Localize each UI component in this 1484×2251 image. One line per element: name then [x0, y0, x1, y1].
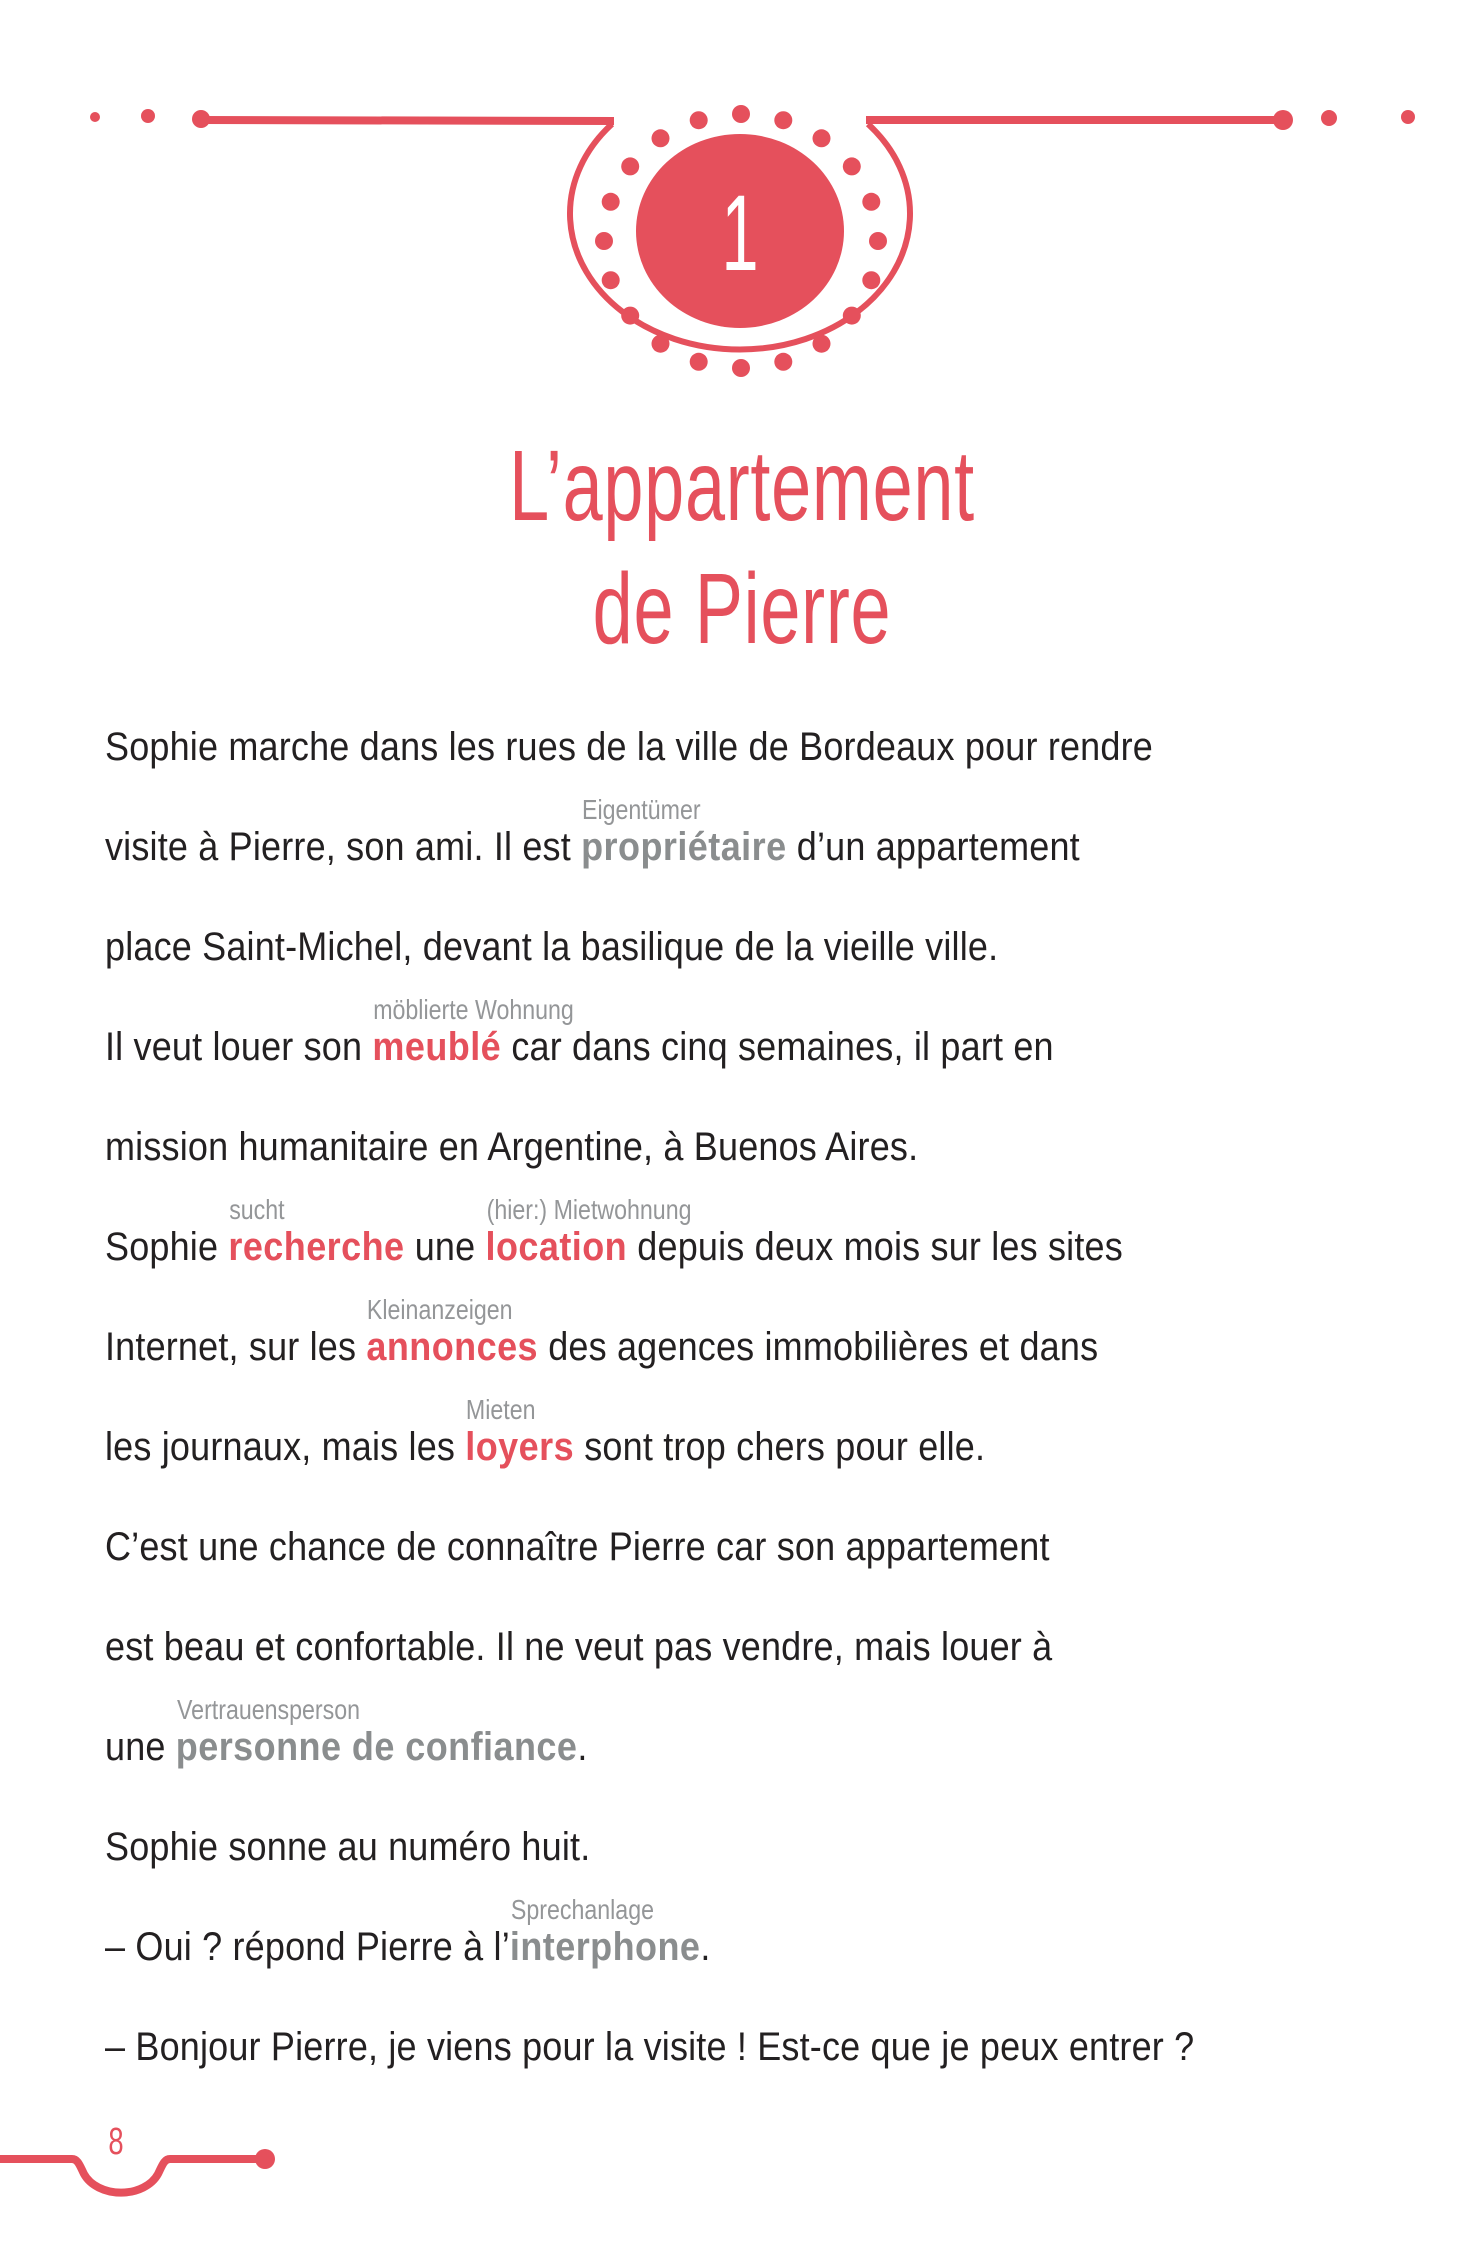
- body-line: [105, 794, 1080, 872]
- ring-dot: [690, 111, 708, 129]
- ring-dot: [774, 353, 792, 371]
- text-segment: .: [577, 1725, 588, 1769]
- body-line: [105, 1622, 1052, 1672]
- vocab-annotation: Kleinanzeigen: [367, 1294, 513, 1325]
- text-segment: .: [700, 1925, 711, 1969]
- text-segment: Sophie sonne au numéro huit.: [105, 1825, 591, 1869]
- ring-dot: [813, 335, 831, 353]
- ring-dot: [843, 157, 861, 175]
- body-line: [105, 994, 1054, 1072]
- text-segment: depuis deux mois sur les sites: [627, 1225, 1123, 1269]
- body-line: [105, 1894, 711, 1972]
- vocab-word: recherche sucht: [228, 1194, 405, 1269]
- body-line: [105, 1294, 1099, 1372]
- text-segment: mission humanitaire en Argentine, à Buenos Aires.: [105, 1125, 919, 1169]
- text-segment: Sophie marche dans les rues de la ville de Bordeaux pour rendre: [105, 725, 1153, 769]
- ring-dot: [690, 353, 708, 371]
- text-segment: car dans cinq semaines, il part en: [501, 1025, 1054, 1069]
- vocab-annotation: möblierte Wohnung: [373, 994, 574, 1025]
- vocab-word: annonces Kleinanzeigen: [366, 1294, 539, 1369]
- footer-ornament: [0, 2100, 400, 2220]
- text-segment: Internet, sur les: [105, 1325, 367, 1369]
- text-segment: – Oui ? répond Pierre à l’: [105, 1925, 510, 1969]
- text-segment: d’un appartement: [786, 825, 1080, 869]
- ring-dot: [862, 271, 880, 289]
- vocab-word: location (hier:) Mietwohnung: [485, 1194, 692, 1269]
- body-line: [105, 1822, 590, 1872]
- chapter-number: 1: [721, 172, 759, 293]
- ring-dot: [602, 271, 620, 289]
- ring-dot: [602, 193, 620, 211]
- text-segment: Il veut louer son: [105, 1025, 373, 1069]
- ring-dot: [869, 232, 887, 250]
- text-segment: – Bonjour Pierre, je viens pour la visite ! Est-ce que je peux entrer ?: [105, 2025, 1195, 2069]
- vocab-annotation: Mieten: [466, 1394, 536, 1425]
- ring-dot: [621, 307, 639, 325]
- ring-dot: [813, 129, 831, 147]
- vocab-word: meublé möblierte Wohnung: [372, 994, 574, 1069]
- text-segment: une: [105, 1725, 176, 1769]
- vocab-word: interphone Sprechanlage: [509, 1894, 701, 1969]
- body-line: [105, 722, 1153, 772]
- ring-dot: [652, 335, 670, 353]
- vocab-annotation: sucht: [229, 1194, 285, 1225]
- chapter-title-line-2: de Pierre: [592, 553, 892, 665]
- vocab-word: personne de confiance Vertrauensperson: [175, 1694, 578, 1769]
- body-line: [105, 1194, 1123, 1272]
- vocab-word: loyers Mieten: [465, 1394, 575, 1469]
- header-rule-right: [866, 110, 1415, 130]
- ring-dot: [595, 232, 613, 250]
- ring-dot: [732, 359, 750, 377]
- header-rule-left: [90, 109, 614, 128]
- text-segment: sont trop chers pour elle.: [574, 1425, 986, 1469]
- page-number: 8: [108, 2121, 124, 2163]
- text-segment: place Saint-Michel, devant la basilique de la vieille ville.: [105, 925, 999, 969]
- vocab-annotation: Vertrauensperson: [176, 1694, 360, 1725]
- text-segment: les journaux, mais les: [105, 1425, 466, 1469]
- body-line: [105, 922, 998, 972]
- body-line: [105, 1694, 588, 1772]
- text-segment: visite à Pierre, son ami. Il est: [105, 825, 582, 869]
- text-segment: des agences immobilières et dans: [538, 1325, 1099, 1369]
- text-segment: est beau et confortable. Il ne veut pas vendre, mais louer à: [105, 1625, 1053, 1669]
- ring-dot: [621, 157, 639, 175]
- chapter-title-line-1: L’appartement: [509, 430, 975, 542]
- chapter-title: [0, 425, 1484, 671]
- vocab-annotation: Sprechanlage: [510, 1894, 654, 1925]
- body-line: [105, 2022, 1194, 2072]
- text-segment: C’est une chance de connaître Pierre car son appartement: [105, 1525, 1050, 1569]
- body-line: [105, 1522, 1050, 1572]
- vocab-annotation: Eigentümer: [582, 794, 701, 825]
- ring-dot: [843, 307, 861, 325]
- vocab-annotation: (hier:) Mietwohnung: [486, 1194, 692, 1225]
- ring-dot: [862, 193, 880, 211]
- ring-dot: [774, 111, 792, 129]
- text-segment: Sophie: [105, 1225, 229, 1269]
- text-segment: une: [404, 1225, 486, 1269]
- body-line: [105, 1394, 986, 1472]
- ring-dot: [732, 105, 750, 123]
- body-line: [105, 1122, 918, 1172]
- ring-dot: [652, 129, 670, 147]
- vocab-word: propriétaire Eigentümer: [581, 794, 787, 869]
